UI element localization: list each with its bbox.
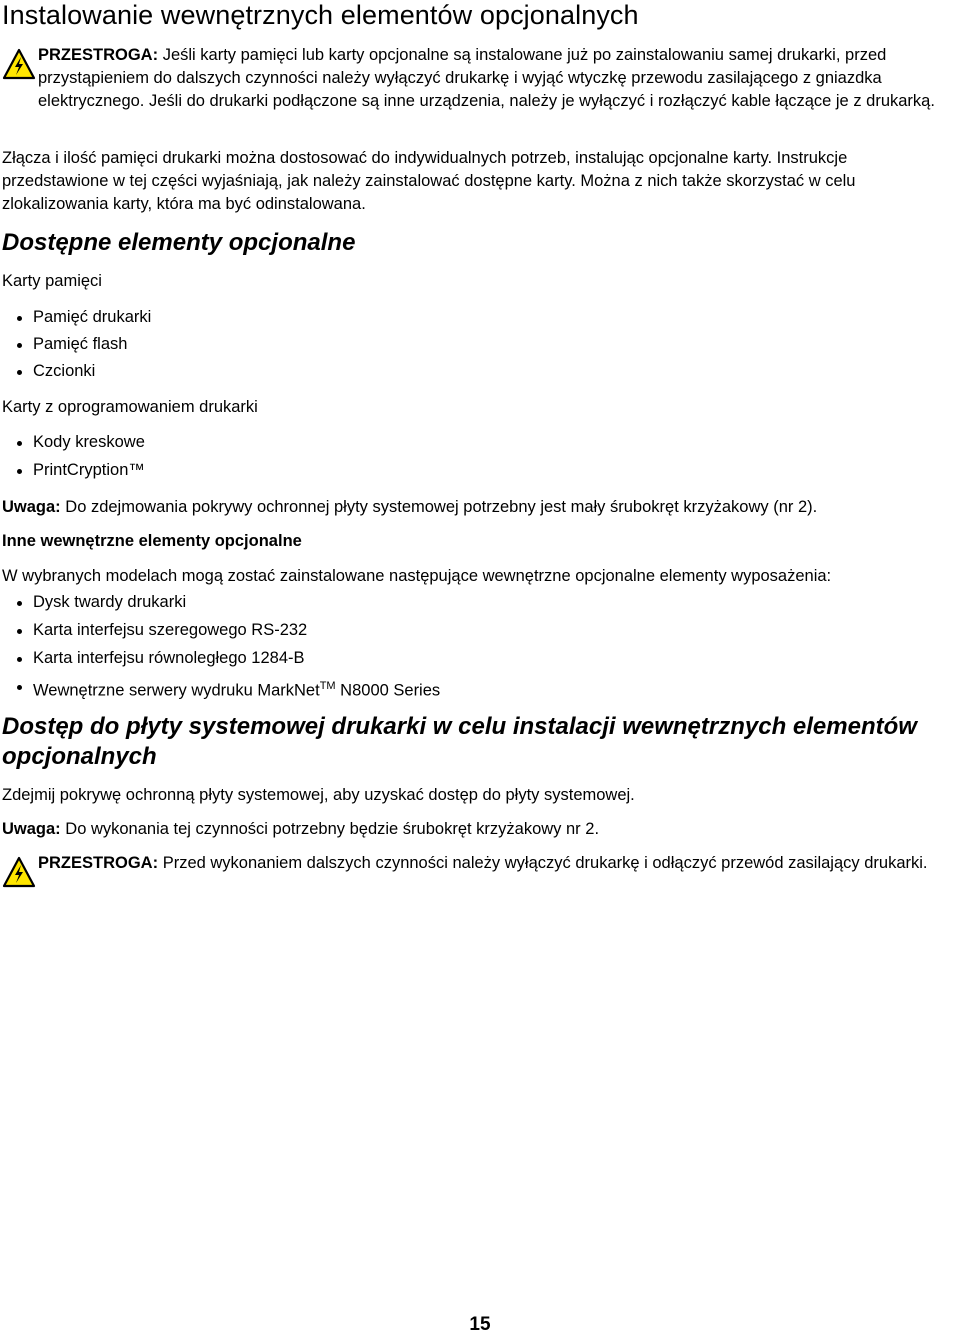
caution-text: Jeśli karty pamięci lub karty opcjonalne są instalowane już po zainstalowaniu samej drukarki, przed przystąpieniem do dalszych czynności należy wyłączyć drukarkę i wyjąć wtyczkę przewodu zasilającego z gniazdka elektrycznego. Jeśli do drukarki podłączone są inne urządzenia, należy je wyłączyć i rozłączyć kable łączące je z drukarką. (38, 46, 935, 110)
marknet-text: Wewnętrzne serwery wydruku MarkNet (33, 681, 320, 700)
subheading-firmware-cards: Karty z oprogramowaniem drukarki (2, 398, 258, 416)
list-item (2, 675, 956, 703)
section-heading-available-options: Dostępne elementy opcjonalne (2, 229, 356, 256)
list-item: Kody kreskowe (2, 431, 956, 454)
intro-paragraph: Złącza i ilość pamięci drukarki można dostosować do indywidualnych potrzeb, instalując opcjonalne karty. Instrukcje przedstawione w tej części wyjaśniają, jak należy zainstalować dostępne karty. Można z nich także skorzystać w celu zlokalizowania karty, która ma być odinstalowana. (2, 149, 856, 213)
list-item: PrintCryption™ (2, 459, 956, 482)
list-item: Czcionki (2, 360, 956, 383)
note-label: Uwaga: (2, 498, 61, 516)
trademark-mark: TM (319, 680, 336, 692)
other-options-intro: W wybranych modelach mogą zostać zainstalowane następujące wewnętrzne opcjonalne elementy wyposażenia: (2, 567, 832, 585)
system-board-paragraph: Zdejmij pokrywę ochronną płyty systemowej, aby uzyskać dostęp do płyty systemowej. (2, 786, 635, 804)
list-item: Dysk twardy drukarki (2, 591, 956, 614)
note-text: Do zdejmowania pokrywy ochronnej płyty systemowej potrzebny jest mały śrubokręt krzyżakowy (nr 2). (65, 498, 818, 516)
caution-block-2 (2, 852, 956, 893)
list-item: Pamięć drukarki (2, 306, 956, 329)
memory-cards-list (2, 306, 956, 383)
page-number: 15 (469, 1314, 491, 1335)
list-item: Karta interfejsu szeregowego RS-232 (2, 619, 956, 642)
note-label: Uwaga: (2, 820, 61, 838)
note-text: Do wykonania tej czynności potrzebny będzie śrubokręt krzyżakowy nr 2. (65, 820, 600, 838)
caution-label: PRZESTROGA: (38, 854, 159, 872)
list-item: Pamięć flash (2, 333, 956, 356)
firmware-cards-list (2, 431, 956, 482)
caution-block-1 (2, 44, 956, 113)
marknet-series: N8000 Series (335, 681, 441, 700)
electrical-hazard-warning-icon (2, 852, 38, 893)
list-item: Karta interfejsu równoległego 1284-B (2, 647, 956, 670)
page-title: Instalowanie wewnętrznych elementów opcjonalnych (2, 0, 639, 30)
subheading-memory-cards: Karty pamięci (2, 272, 102, 290)
section-heading-system-board-access: Dostęp do płyty systemowej drukarki w celu instalacji wewnętrznych elementów opcjonalnych (2, 713, 917, 770)
caution-text: Przed wykonaniem dalszych czynności należy wyłączyć drukarkę i odłączyć przewód zasilający drukarki. (162, 854, 928, 872)
other-options-list (2, 591, 956, 703)
subheading-other-options: Inne wewnętrzne elementy opcjonalne (2, 532, 302, 550)
note-paragraph-2 (2, 818, 956, 841)
note-paragraph-1 (2, 496, 956, 519)
electrical-hazard-warning-icon (2, 44, 38, 113)
caution-label: PRZESTROGA: (38, 46, 159, 64)
